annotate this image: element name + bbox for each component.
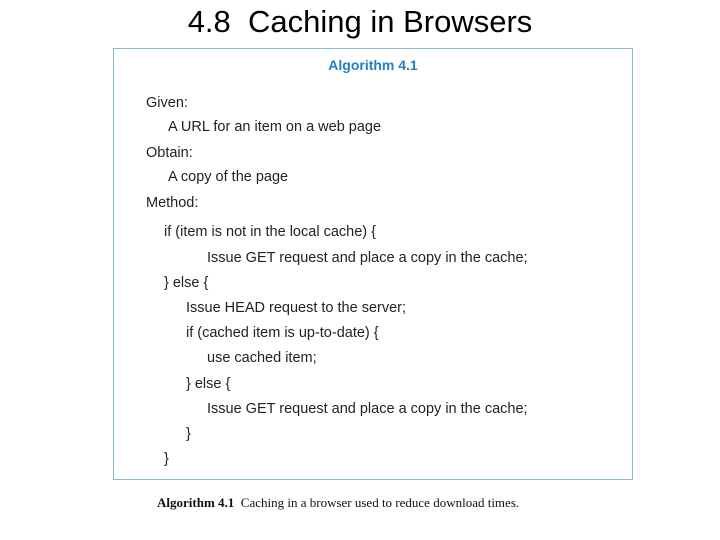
algorithm-line-method: Method: xyxy=(146,195,199,211)
algorithm-caption xyxy=(157,495,519,511)
algorithm-line-code: Issue GET request and place a copy in the cache; xyxy=(207,250,528,266)
algorithm-line-code: Issue HEAD request to the server; xyxy=(186,300,407,316)
algorithm-line-obtain: Obtain: xyxy=(146,145,193,161)
algorithm-line-obtain-value: A copy of the page xyxy=(168,169,289,185)
algorithm-line-given: Given: xyxy=(146,95,188,111)
algorithm-line-given-value: A URL for an item on a web page xyxy=(168,119,382,135)
caption-label: Algorithm 4.1 xyxy=(157,495,235,510)
slide-title: 4.8 Caching in Browsers xyxy=(187,4,533,39)
algorithm-line-code: } xyxy=(164,451,169,467)
algorithm-line-code: } xyxy=(186,426,191,442)
algorithm-line-code: Issue GET request and place a copy in the cache; xyxy=(207,401,528,417)
algorithm-box xyxy=(113,48,633,480)
algorithm-line-code: use cached item; xyxy=(207,350,317,366)
algorithm-line-code: } else { xyxy=(164,275,209,291)
algorithm-line-code: } else { xyxy=(186,376,231,392)
algorithm-line-code: if (item is not in the local cache) { xyxy=(164,224,376,240)
caption-text: Caching in a browser used to reduce download times. xyxy=(234,495,520,510)
algorithm-heading: Algorithm 4.1 xyxy=(328,57,418,73)
algorithm-line-code: if (cached item is up-to-date) { xyxy=(186,325,379,341)
